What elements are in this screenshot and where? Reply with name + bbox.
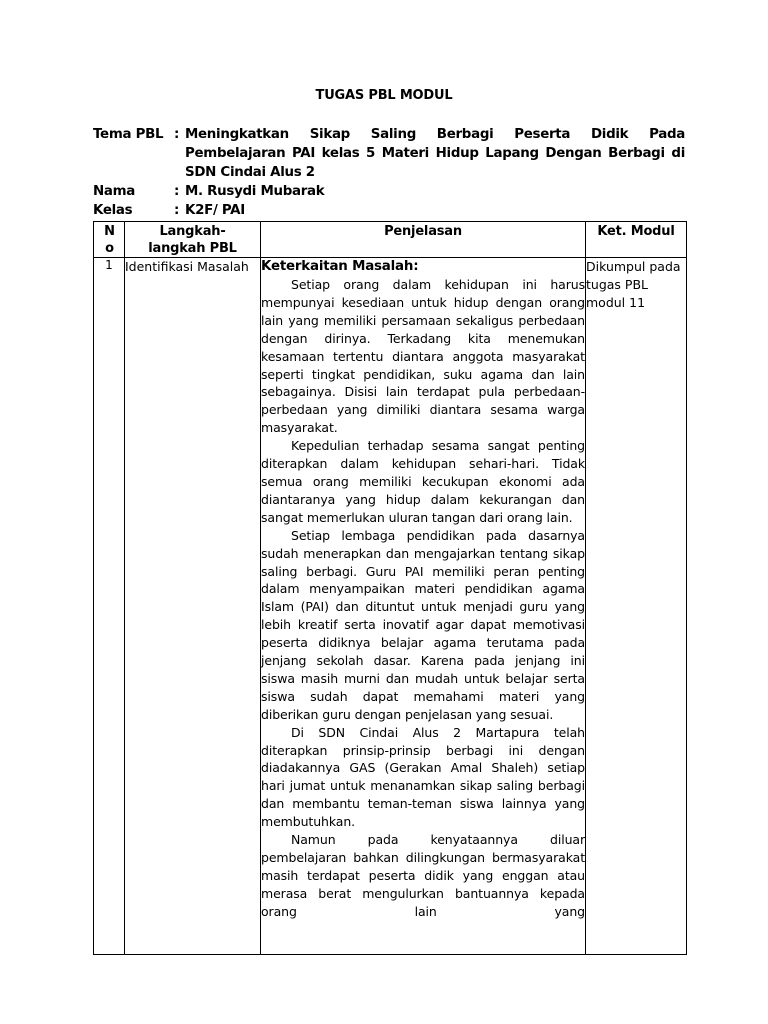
row-step: Identifikasi Masalah [125, 258, 261, 955]
meta-class-colon: : [174, 203, 180, 218]
explanation-heading: Keterkaitan Masalah: [261, 259, 419, 274]
table-row [94, 258, 687, 955]
meta-theme-value: Meningkatkan Sikap Saling Berbagi Peserta Didik Pada Pembelajaran PAI kelas 5 Materi Hidup Lapang Dengan Berbagi di SDN Cindai Alus 2 [185, 127, 685, 180]
meta-theme [93, 125, 685, 182]
meta-name [93, 182, 685, 201]
meta-block [93, 125, 685, 220]
row-number: 1 [94, 258, 125, 955]
header-note: Ket. Modul [586, 222, 687, 258]
meta-theme-colon: : [174, 127, 180, 142]
meta-name-value: M. Rusydi Mubarak [185, 184, 325, 199]
meta-class-label: Kelas [93, 203, 133, 218]
row-note: Dikumpul pada tugas PBL modul 11 [586, 258, 687, 955]
document-title: TUGAS PBL MODUL [315, 88, 453, 103]
meta-name-colon: : [174, 184, 180, 199]
explanation-paragraph: Setiap lembaga pendidikan pada dasarnya sudah menerapkan dan mengajarkan tentang sikap saling berbagi. Guru PAI memiliki peran penting dalam menyampaikan materi pendidikan agama Islam (PAI) dan dituntut untuk menjadi guru yang lebih kreatif serta inovatif agar dapat memotivasi peserta didiknya belajar agama terutama pada jenjang sekolah dasar. Karena pada jenjang ini siswa masih murni dan mudah untuk belajar serta siswa sudah dapat memahami materi yang diberikan guru dengan penjelasan yang sesuai. [261, 527, 585, 722]
header-steps: Langkah-langkah PBL [125, 222, 261, 258]
explanation-paragraph: Di SDN Cindai Alus 2 Martapura telah diterapkan prinsip-prinsip berbagi ini dengan diadakannya GAS (Gerakan Amal Shaleh) setiap hari jumat untuk menanamkan sikap saling berbagi dan membantu teman-teman siswa lainnya yang membutuhkan. [261, 724, 585, 830]
explanation-paragraph: Namun pada kenyataannya diluar pembelajaran bahkan dilingkungan bermasyarakat masih terdapat peserta didik yang enggan atau merasa berat mengulurkan bantuannya kepada orang lain yang [261, 832, 585, 919]
row-explanation [261, 258, 586, 955]
explanation-paragraph: Setiap orang dalam kehidupan ini harus mempunyai kesediaan untuk hidup dengan orang lain yang memiliki persamaan sekaligus perbedaan dengan dirinya. Terkadang kita menemukan kesamaan tertentu diantara anggota masyarakat seperti tingkat pendidikan, suku agama dan lain sebagainya. Disisi lain terdapat pula perbedaan-perbedaan yang dimiliki diantara sesama warga masyarakat. [261, 277, 585, 436]
table-header-row [94, 222, 687, 258]
header-no: No [94, 222, 125, 258]
explanation-paragraph: Kepedulian terhadap sesama sangat penting diterapkan dalam kehidupan sehari-hari. Tidak semua orang memiliki kecukupan ekonomi ada diantaranya yang hidup dalam kekurangan dan sangat memerlukan uluran tangan dari orang lain. [261, 438, 585, 525]
meta-class [93, 201, 685, 220]
header-explanation: Penjelasan [261, 222, 586, 258]
meta-name-label: Nama [93, 184, 136, 199]
pbl-table [93, 221, 687, 955]
meta-theme-label: Tema PBL [93, 127, 164, 142]
meta-class-value: K2F/ PAI [185, 203, 245, 218]
